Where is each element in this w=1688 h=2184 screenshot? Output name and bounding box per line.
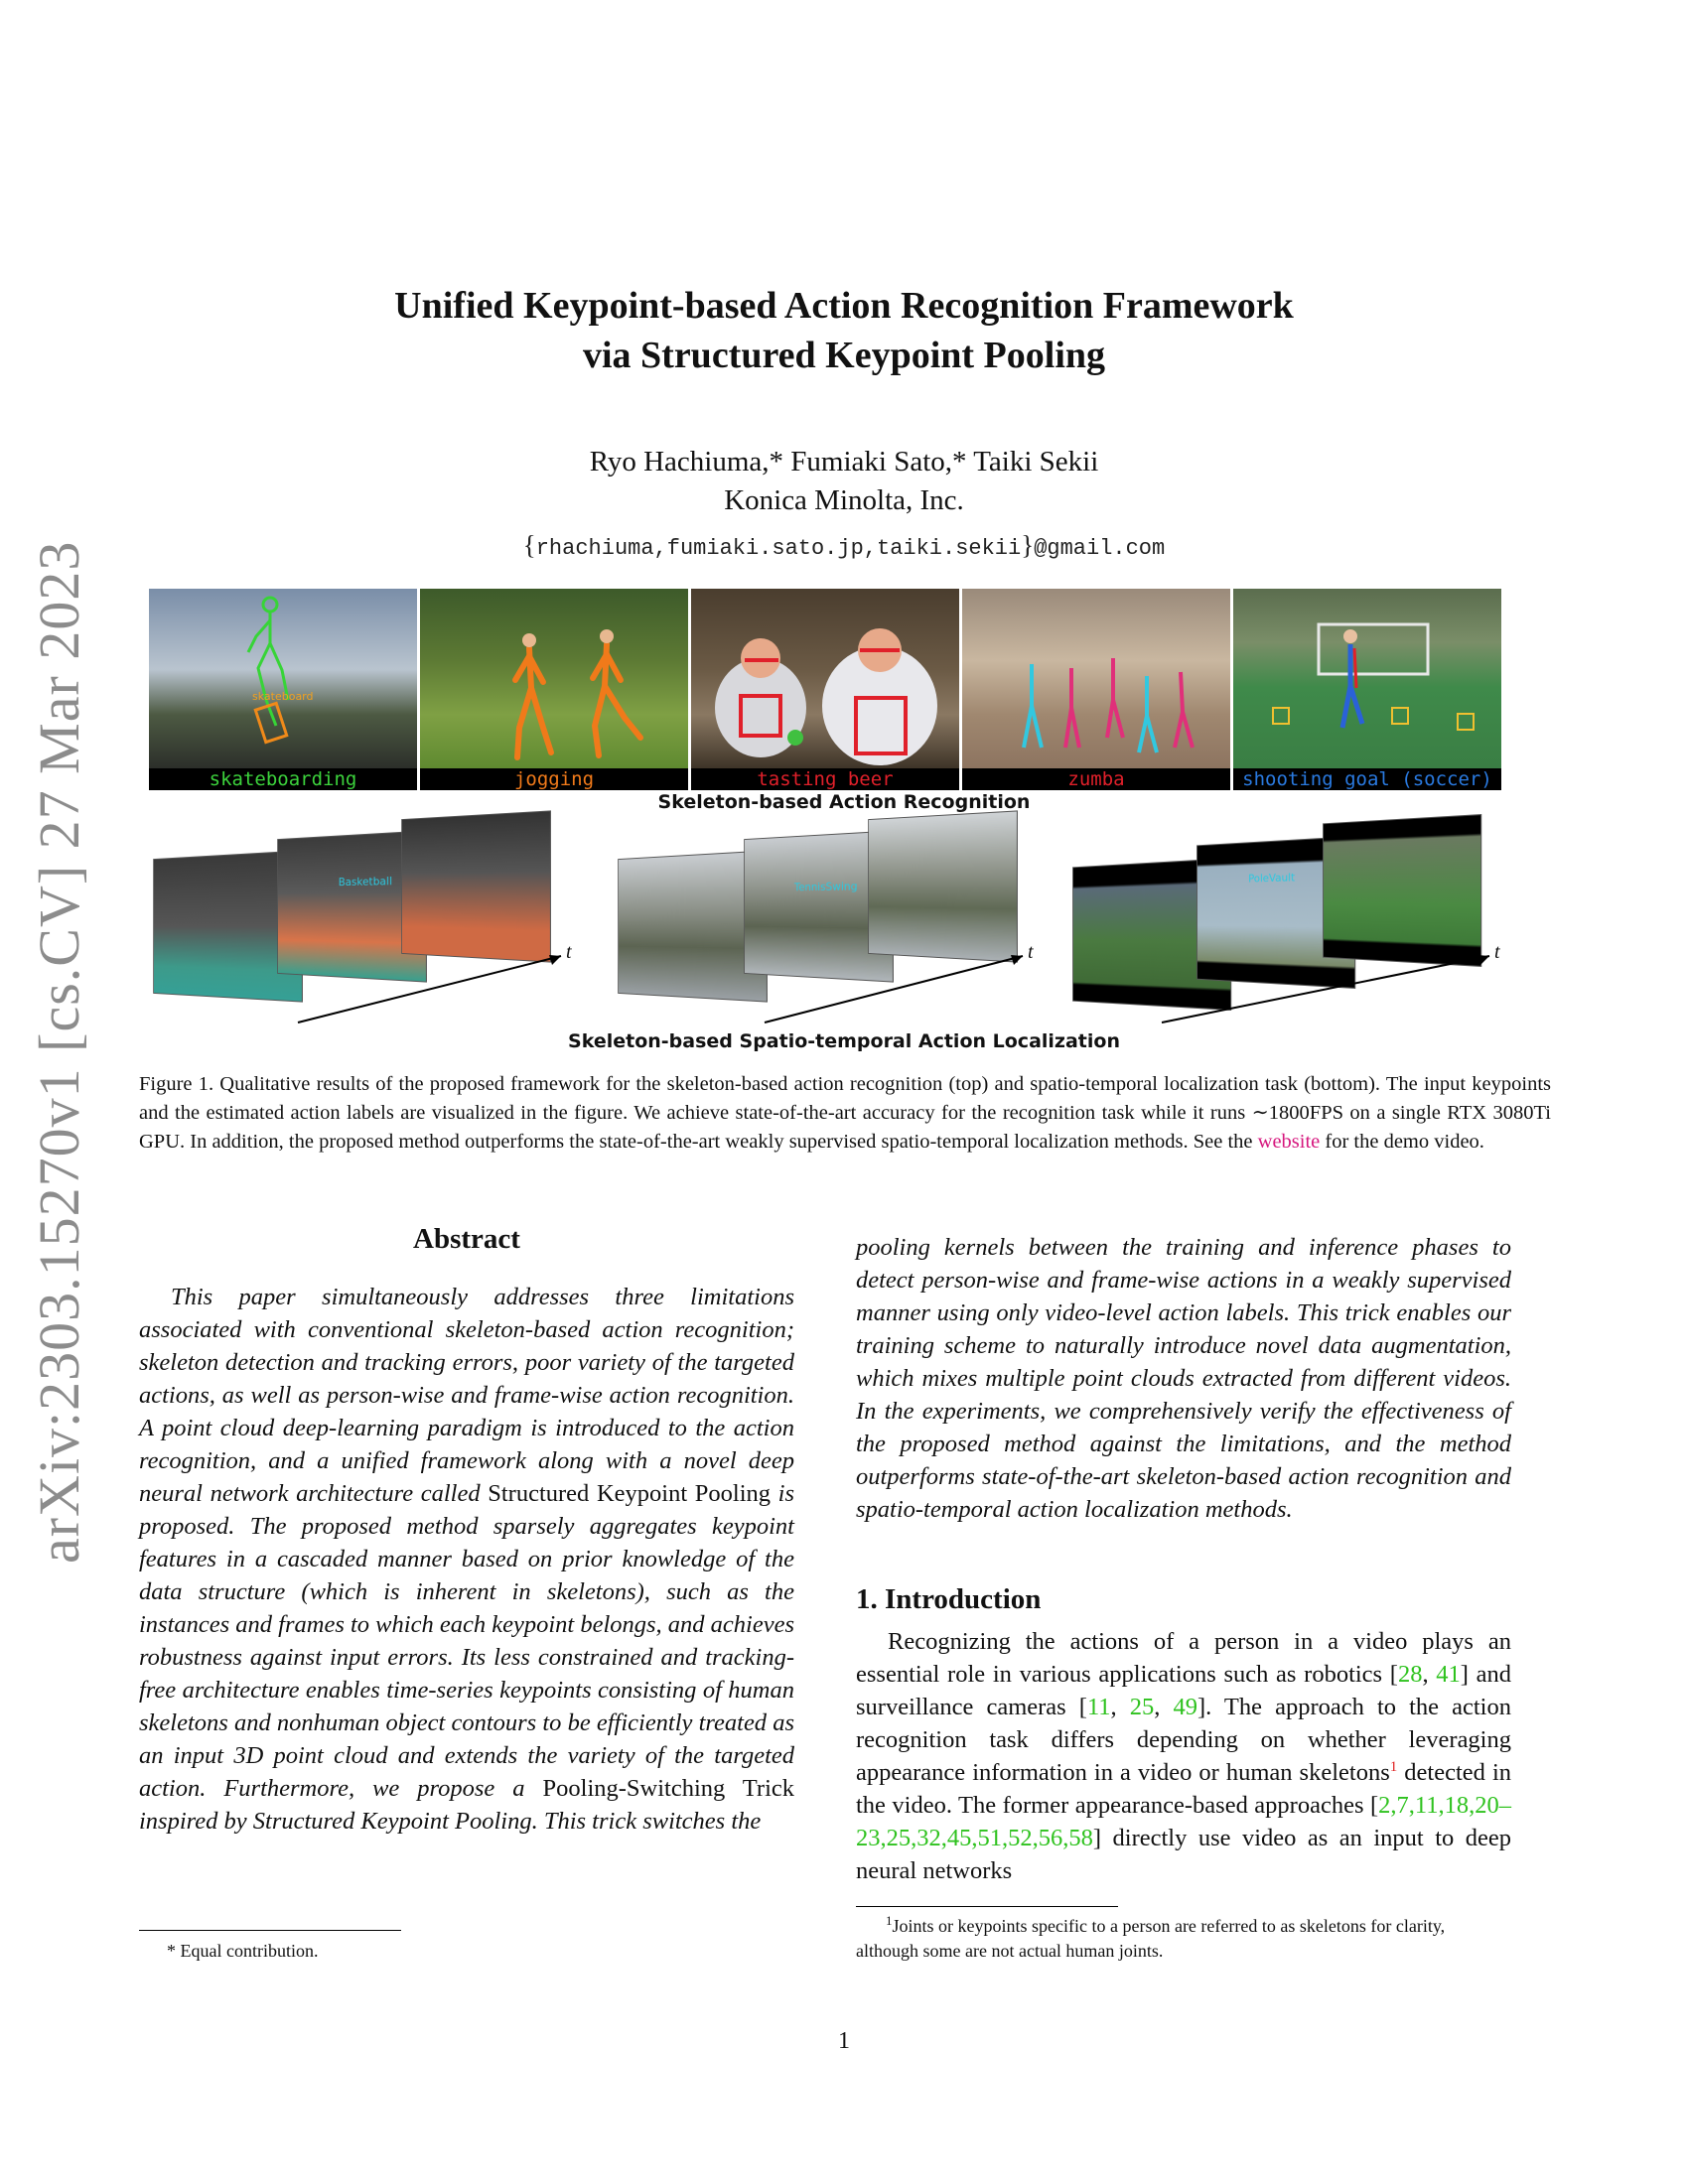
citation-link[interactable]: 49 xyxy=(1173,1694,1197,1720)
time-axis-label: t xyxy=(1028,941,1034,963)
introduction-paragraph: Recognizing the actions of a person in a video plays an essential role in various applications such as robotics [28, 41] and surveillance cameras [11, 25, 49]. The approach to the action recognition task differs depending on whether leveraging appearance information in a video or human skeletons$^1$ detected in the video. The former appearance-based approaches [2,7,11,18,20–23,25,32,45,51,52,56,58] directly use video as an input to deep neural networks xyxy=(856,1628,1512,1884)
footnote-rule-left xyxy=(139,1930,401,1931)
abstract-heading: Abstract xyxy=(413,1223,520,1255)
citation-link[interactable]: 41 xyxy=(1436,1661,1461,1688)
figure-subtitle-localization: Skeleton-based Spatio-temporal Action Localization xyxy=(568,1030,1120,1052)
label-zumba: zumba xyxy=(962,768,1230,790)
citation-link[interactable]: 28 xyxy=(1397,1661,1423,1688)
website-link[interactable]: website xyxy=(1257,1131,1321,1153)
label-jogging: jogging xyxy=(420,768,688,790)
paper-title-line-2: via Structured Keypoint Pooling xyxy=(582,335,1106,376)
time-axis-label: t xyxy=(566,941,572,963)
skateboard-tag: skateboard xyxy=(252,690,314,703)
stack-basketball xyxy=(144,814,591,1027)
figure-caption: Figure 1. Qualitative results of the proposed framework for the skeleton-based action recognition (top) and spatio-temporal localization task (bottom). The input keypoints and the estimated action labels are visualized in the figure. We achieve state-of-the-art accuracy for the recognition task while it runs ∼1800FPS on a single RTX 3080Ti GPU. In addition, the proposed method outperforms the state-of-the-art weakly supervised spatio-temporal localization methods. See the website for the demo video. xyxy=(139,1073,1551,1153)
figure-subtitle-recognition: Skeleton-based Action Recognition xyxy=(657,791,1031,813)
frame-jogging xyxy=(420,589,688,790)
stack-tennis xyxy=(601,814,1048,1027)
basketball-tag: Basketball xyxy=(338,874,393,889)
author-affiliation: Konica Minolta, Inc. xyxy=(724,484,964,516)
tasting-beer-image xyxy=(691,589,959,768)
section-heading-introduction: 1. Introduction xyxy=(856,1583,1042,1615)
paper-title-line-1: Unified Keypoint-based Action Recognition Framework xyxy=(394,285,1294,327)
footnote-skeletons: $^1$Joints or keypoints specific to a person are referred to as skeletons for clarity, although some are not actual human joints. xyxy=(856,1913,1446,1961)
abstract-right-column: pooling kernels between the training and inference phases to detect person-wise and frame-wise actions in a weakly supervised manner using only video-level action labels. This trick enables our training scheme to naturally introduce novel data augmentation, which mixes multiple point clouds extracted from different videos. In the experiments, we comprehensively verify the effectiveness of the proposed method against the limitations, and the method outperforms state-of-the-art skeleton-based action recognition and spatio-temporal action localization methods. xyxy=(856,1234,1511,1523)
frame-skateboarding xyxy=(149,589,417,790)
frame-tasting-beer xyxy=(691,589,959,790)
author-names: Ryo Hachiuma,* Fumiaki Sato,* Taiki Sekii xyxy=(589,446,1099,478)
label-tasting-beer: tasting beer xyxy=(691,768,959,790)
jogging-image xyxy=(420,589,688,768)
label-shooting-goal: shooting goal (soccer) xyxy=(1233,768,1501,790)
citation-link[interactable]: 11 xyxy=(1086,1694,1111,1720)
label-skateboarding: skateboarding xyxy=(149,768,417,790)
footnote-equal-contribution: * Equal contribution. xyxy=(167,1941,319,1961)
page-number: 1 xyxy=(838,2028,850,2054)
action-recognition-strip xyxy=(149,589,1501,790)
author-emails[interactable]: {rhachiuma,fumiaki.sato.jp,taiki.sekii}@gmail.com xyxy=(522,530,1166,561)
polevault-tag: PoleVault xyxy=(1248,871,1296,886)
arxiv-identifier-stamp: arXiv:2303.15270v1 [cs.CV] 27 Mar 2023 xyxy=(27,540,91,1564)
frame-shooting-goal xyxy=(1233,589,1501,790)
time-axis-label: t xyxy=(1494,941,1500,963)
time-axis-arrow xyxy=(601,814,1048,1027)
citation-link[interactable]: 25 xyxy=(1129,1694,1155,1720)
stack-polevault xyxy=(1053,814,1509,1027)
abstract-left-column: This paper simultaneously addresses three limitations associated with conventional skeleton-based action recognition; skeleton detection and tracking errors, poor variety of the targeted actions, as well as person-wise and frame-wise action recognition. A point cloud deep-learning paradigm is introduced to the action recognition, and a unified framework along with a novel deep neural network architecture called Structured Keypoint Pooling is proposed. The proposed method sparsely aggregates keypoint features in a cascaded manner based on prior knowledge of the data structure (which is inherent in skeletons), such as the instances and frames to which each keypoint belongs, and achieves robustness against input errors. Its less constrained and tracking-free architecture enables time-series keypoints consisting of human skeletons and nonhuman object contours to be efficiently treated as an input 3D point cloud and extends the variety of the targeted action. Furthermore, we propose a Pooling-Switching Trick inspired by Structured Keypoint Pooling. This trick switches the xyxy=(139,1284,795,1835)
tennis-swing-tag: TennisSwing xyxy=(793,880,858,894)
time-axis-arrow xyxy=(144,814,591,1027)
frame-zumba xyxy=(962,589,1230,790)
footnote-rule-right xyxy=(856,1906,1118,1907)
zumba-image xyxy=(962,589,1230,768)
soccer-image xyxy=(1233,589,1501,768)
skateboarding-image xyxy=(149,589,417,768)
citation-link[interactable]: 2,7,11,18,20–23,25,32,45,51,52,56,58 xyxy=(856,1792,1511,1851)
time-axis-arrow xyxy=(1053,814,1509,1027)
footnote-marker[interactable]: 1 xyxy=(1389,1758,1398,1775)
